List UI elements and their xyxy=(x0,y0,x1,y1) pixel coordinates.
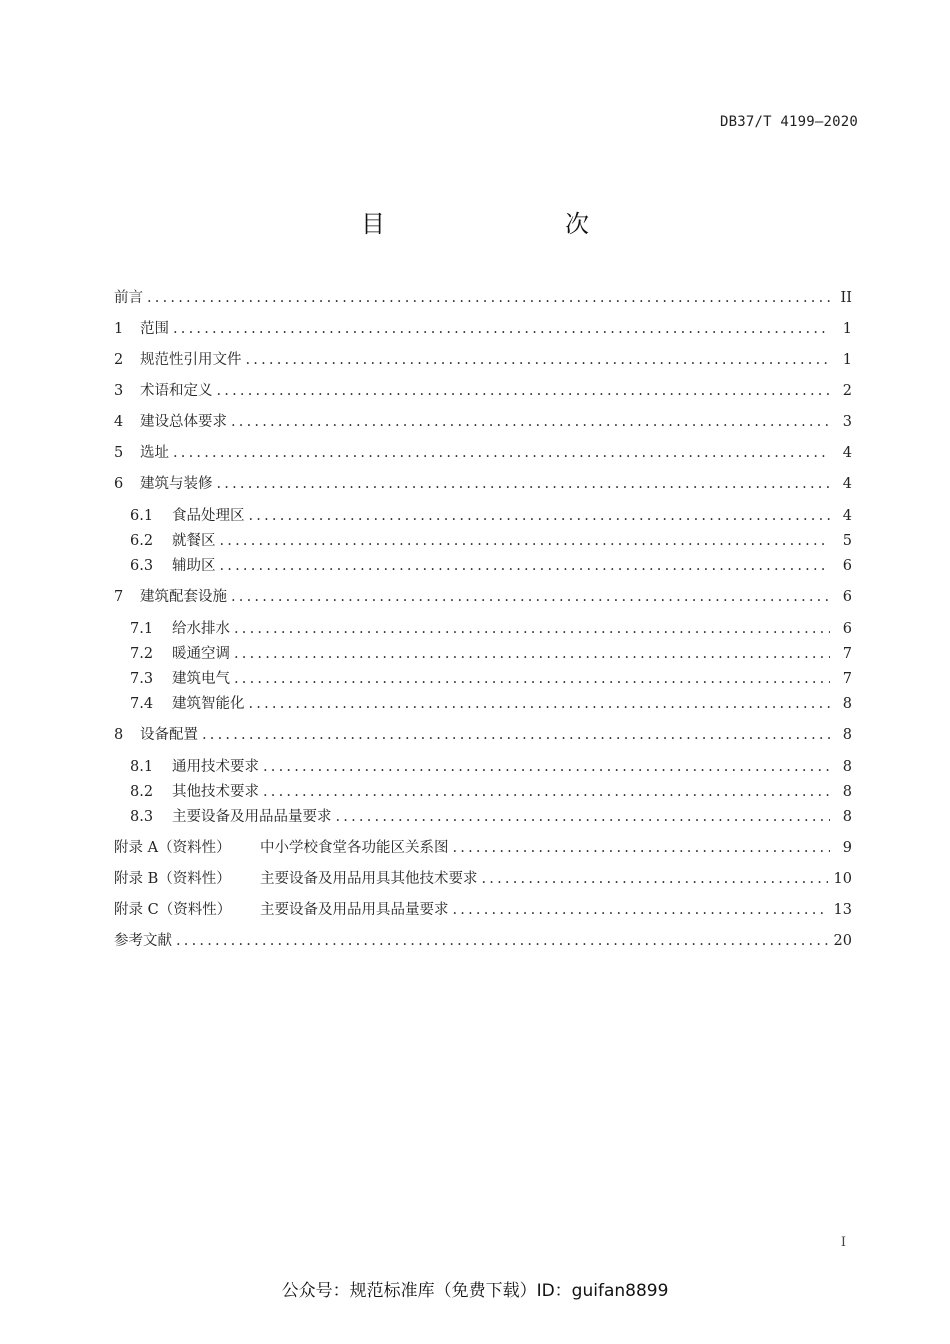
toc-entry-number: 8.1 xyxy=(130,759,154,775)
toc-entry-6-3[interactable] xyxy=(130,554,852,576)
dot-leader xyxy=(217,383,831,399)
toc-entry-page: 10 xyxy=(833,871,852,887)
toc-entry-8-2[interactable] xyxy=(130,780,852,802)
toc-entry-label: 食品处理区 xyxy=(172,508,245,524)
toc-entry-page: 6 xyxy=(842,589,852,605)
toc-entry-bibliography[interactable] xyxy=(114,929,852,951)
toc-entry-label: 暖通空调 xyxy=(172,646,230,662)
dot-leader xyxy=(263,784,830,800)
toc-entry-foreword[interactable] xyxy=(114,286,852,308)
toc-entry-page: 8 xyxy=(842,809,852,825)
dot-leader xyxy=(173,321,830,337)
toc-entry-page: 1 xyxy=(842,352,852,368)
toc-entry-page: II xyxy=(840,290,852,306)
toc-entry-number: 8.2 xyxy=(130,784,154,800)
toc-entry-page: 5 xyxy=(842,533,852,549)
toc-entry-page: 3 xyxy=(842,414,852,430)
toc-entry-annex-a[interactable] xyxy=(114,836,852,858)
toc-entry-page: 7 xyxy=(842,671,852,687)
toc-entry-annex-b[interactable] xyxy=(114,867,852,889)
toc-entry-page: 8 xyxy=(842,727,852,743)
dot-leader xyxy=(234,671,830,687)
toc-entry-6[interactable] xyxy=(114,472,852,494)
toc-entry-label: 建筑智能化 xyxy=(172,696,245,712)
toc-entry-number: 7.1 xyxy=(130,621,154,637)
toc-entry-label: 建设总体要求 xyxy=(140,414,227,430)
toc-entry-label: 选址 xyxy=(140,445,169,461)
toc-entry-label: 术语和定义 xyxy=(140,383,213,399)
toc-entry-page: 4 xyxy=(842,476,852,492)
toc-entry-7-1[interactable] xyxy=(130,617,852,639)
dot-leader xyxy=(147,290,830,306)
toc-entry-number: 4 xyxy=(114,414,124,430)
dot-leader xyxy=(263,759,830,775)
dot-leader xyxy=(246,352,831,368)
dot-leader xyxy=(249,696,831,712)
toc-entry-number: 1 xyxy=(114,321,124,337)
toc-entry-number: 7.3 xyxy=(130,671,154,687)
page-number: I xyxy=(840,1235,846,1250)
toc-entry-8[interactable] xyxy=(114,723,852,745)
toc-entry-page: 4 xyxy=(842,508,852,524)
toc-entry-label: 建筑与装修 xyxy=(140,476,213,492)
dot-leader xyxy=(234,621,830,637)
toc-entry-label: 其他技术要求 xyxy=(172,784,259,800)
toc-entry-page: 8 xyxy=(842,784,852,800)
toc-entry-label: 设备配置 xyxy=(140,727,198,743)
toc-entry-annex-c[interactable] xyxy=(114,898,852,920)
dot-leader xyxy=(217,476,831,492)
toc-annex-tag: 附录 C（资料性） xyxy=(114,902,232,918)
toc-entry-label: 主要设备及用品用具品量要求 xyxy=(260,902,449,918)
toc-entry-label: 主要设备及用品品量要求 xyxy=(172,809,332,825)
toc-entry-5[interactable] xyxy=(114,441,852,463)
toc-entry-label: 范围 xyxy=(140,321,169,337)
toc-entry-page: 2 xyxy=(842,383,852,399)
dot-leader xyxy=(176,933,828,949)
dot-leader xyxy=(453,902,828,918)
toc-entry-8-3[interactable] xyxy=(130,805,852,827)
dot-leader xyxy=(231,414,830,430)
toc-entry-6-2[interactable] xyxy=(130,529,852,551)
toc-entry-number: 6.3 xyxy=(130,558,154,574)
dot-leader xyxy=(336,809,831,825)
toc-entry-number: 5 xyxy=(114,445,124,461)
toc-entry-page: 9 xyxy=(842,840,852,856)
toc-entry-page: 6 xyxy=(842,558,852,574)
toc-entry-8-1[interactable] xyxy=(130,755,852,777)
toc-entry-page: 20 xyxy=(833,933,852,949)
toc-entry-label: 就餐区 xyxy=(172,533,216,549)
dot-leader xyxy=(231,589,830,605)
toc-entry-label: 前言 xyxy=(114,290,143,306)
toc-entry-label: 给水排水 xyxy=(172,621,230,637)
dot-leader xyxy=(453,840,831,856)
toc-entry-page: 7 xyxy=(842,646,852,662)
toc-entry-1[interactable] xyxy=(114,317,852,339)
toc-entry-number: 6.1 xyxy=(130,508,154,524)
toc-entry-label: 主要设备及用品用具其他技术要求 xyxy=(260,871,478,887)
footer-watermark-text: 公众号：规范标准库（免费下载）ID：guifan8899 xyxy=(281,1281,669,1301)
toc-annex-tag: 附录 A（资料性） xyxy=(114,840,231,856)
dot-leader xyxy=(249,508,831,524)
dot-leader xyxy=(173,445,830,461)
toc-entry-number: 6.2 xyxy=(130,533,154,549)
toc-entry-label: 规范性引用文件 xyxy=(140,352,242,368)
toc-entry-page: 13 xyxy=(833,902,852,918)
standard-code: DB37/T 4199—2020 xyxy=(719,114,858,130)
dot-leader xyxy=(482,871,828,887)
toc-entry-number: 7.4 xyxy=(130,696,154,712)
toc-entry-page: 8 xyxy=(842,759,852,775)
toc-entry-page: 1 xyxy=(842,321,852,337)
toc-entry-number: 3 xyxy=(114,383,124,399)
toc-entry-7-2[interactable] xyxy=(130,642,852,664)
toc-entry-3[interactable] xyxy=(114,379,852,401)
toc-entry-number: 6 xyxy=(114,476,124,492)
toc-entry-number: 7.2 xyxy=(130,646,154,662)
dot-leader xyxy=(234,646,830,662)
toc-entry-label: 参考文献 xyxy=(114,933,172,949)
toc-entry-label: 辅助区 xyxy=(172,558,216,574)
toc-entry-4[interactable] xyxy=(114,410,852,432)
toc-entry-number: 2 xyxy=(114,352,124,368)
toc-entry-page: 4 xyxy=(842,445,852,461)
toc-entry-page: 8 xyxy=(842,696,852,712)
toc-title: 目 次 xyxy=(361,210,633,238)
toc-entry-2[interactable] xyxy=(114,348,852,370)
toc-entry-label: 中小学校食堂各功能区关系图 xyxy=(260,840,449,856)
toc-entry-label: 建筑电气 xyxy=(172,671,230,687)
toc-annex-tag: 附录 B（资料性） xyxy=(114,871,231,887)
toc-entry-number: 8.3 xyxy=(130,809,154,825)
dot-leader xyxy=(220,558,831,574)
toc-entry-number: 8 xyxy=(114,727,124,743)
toc-entry-label: 建筑配套设施 xyxy=(140,589,227,605)
toc-entry-7[interactable] xyxy=(114,585,852,607)
toc-entry-page: 6 xyxy=(842,621,852,637)
dot-leader xyxy=(202,727,830,743)
toc-entry-7-4[interactable] xyxy=(130,692,852,714)
toc-entry-6-1[interactable] xyxy=(130,504,852,526)
toc-entry-7-3[interactable] xyxy=(130,667,852,689)
toc-entry-label: 通用技术要求 xyxy=(172,759,259,775)
toc-entry-number: 7 xyxy=(114,589,124,605)
dot-leader xyxy=(220,533,831,549)
